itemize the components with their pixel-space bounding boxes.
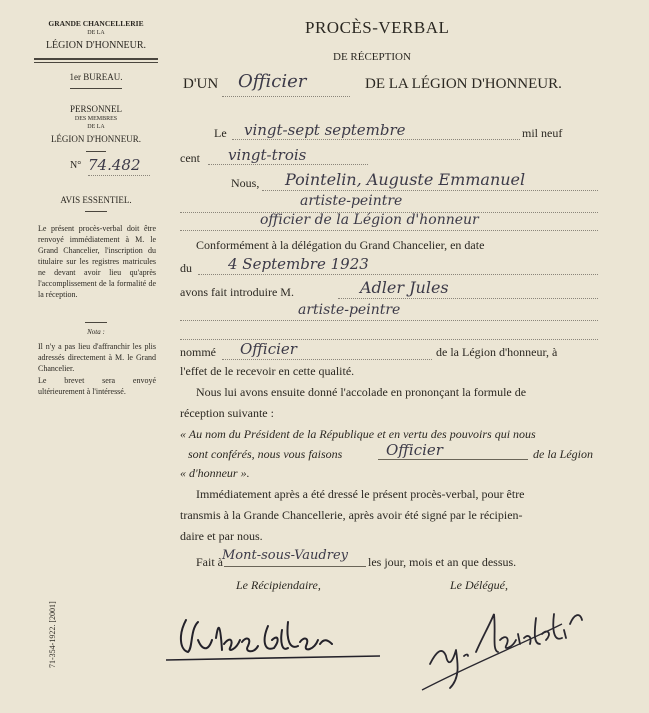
printer-code: 71-354-1922. [2001] xyxy=(48,601,57,668)
short-divider xyxy=(85,322,107,323)
formula-rank: Officier xyxy=(386,441,443,459)
document-title: PROCÈS-VERBAL xyxy=(305,18,450,37)
label-mil-neuf: mil neuf xyxy=(522,126,563,140)
avis-text: Le présent procès-verbal doit être renvoyé immédiatement à M. le Grand Chancelier, l'inscription du titulaire sur les registres matricules ne devant avoir lieu qu'après l'accomplissement de la formalité de la réception. xyxy=(38,224,156,299)
dotline xyxy=(338,298,598,299)
label-le: Le xyxy=(214,126,227,140)
delegate-name: Pointelin, Auguste Emmanuel xyxy=(285,170,526,189)
avis-title: AVIS ESSENTIEL. xyxy=(60,195,132,205)
dotline xyxy=(180,320,598,321)
personnel-line3: DE LA xyxy=(87,124,105,130)
delegation-date: 4 Septembre 1923 xyxy=(228,255,369,273)
de-la-legion-text: de la Légion d'honneur, à xyxy=(436,345,558,359)
dotline xyxy=(222,359,432,360)
dotline xyxy=(180,230,598,231)
avons-fait-text: avons fait introduire M. xyxy=(180,285,294,299)
org-line2: DE LA xyxy=(87,30,105,36)
org-line1: GRANDE CHANCELLERIE xyxy=(48,19,144,28)
personnel-line2: DES MEMBRES xyxy=(74,116,118,122)
header-prefix: D'UN xyxy=(183,76,219,92)
effet-text: l'effet de le recevoir en cette qualité. xyxy=(180,364,355,378)
immediat-line3: daire et par nous. xyxy=(180,529,263,543)
fait-suffix: les jour, mois et an que dessus. xyxy=(368,555,517,569)
delegate-signature xyxy=(412,594,602,694)
nomme-rank: Officier xyxy=(240,340,297,358)
dotline xyxy=(208,164,368,165)
dotline xyxy=(198,274,598,275)
formula-line1: « Au nom du Président de la République et en vertu des pouvoirs qui nous xyxy=(180,427,536,441)
delegate-profession: artiste-peintre xyxy=(300,193,403,209)
document-subtitle: DE RÉCEPTION xyxy=(333,51,411,63)
formula-line2a: sont conférés, nous vous faisons xyxy=(188,447,343,461)
recipient-name: Adler Jules xyxy=(360,278,449,297)
formula-line2b: de la Légion xyxy=(533,447,593,461)
recipient-profession: artiste-peintre xyxy=(298,302,401,318)
nota-text1: Il n'y a pas lieu d'affranchir les plis adressés directement à M. le Grand Chancelier. xyxy=(38,342,156,373)
formula-underline xyxy=(378,459,528,460)
immediat-line1: Immédiatement après a été dressé le présent procès-verbal, pour être xyxy=(196,487,525,501)
delegue-label: Le Délégué, xyxy=(450,578,508,592)
delegate-title: officier de la Légion d'honneur xyxy=(260,212,479,228)
short-divider xyxy=(70,88,122,89)
immediat-line2: transmis à la Grande Chancellerie, après avoir été signé par le récipien- xyxy=(180,508,523,522)
header-rank: Officier xyxy=(238,71,307,92)
label-du: du xyxy=(180,261,192,275)
place-handwritten: Mont-sous-Vaudrey xyxy=(222,548,349,563)
dotline xyxy=(262,190,598,191)
sidebar-divider xyxy=(34,62,158,63)
number-prefix: N° xyxy=(70,160,82,171)
nota-text2: Le brevet sera envoyé ultérieurement à l'intéressé. xyxy=(38,376,156,396)
header-suffix: DE LA LÉGION D'HONNEUR. xyxy=(365,76,562,92)
accolade-line1: Nous lui avons ensuite donné l'accolade en prononçant la formule de xyxy=(196,385,527,399)
fait-a-label: Fait à xyxy=(196,555,223,569)
org-line3: LÉGION D'HONNEUR. xyxy=(45,40,147,51)
date-handwritten: vingt-sept septembre xyxy=(244,121,406,139)
personnel-line4: LÉGION D'HONNEUR. xyxy=(50,134,142,144)
dotline xyxy=(232,139,520,140)
accolade-line2: réception suivante : xyxy=(180,406,274,420)
personnel-line1: PERSONNEL xyxy=(69,104,122,114)
short-divider xyxy=(85,211,107,212)
recipient-signature xyxy=(158,600,388,670)
label-nous: Nous, xyxy=(231,176,260,190)
label-cent: cent xyxy=(180,151,200,165)
conformement-text: Conformément à la délégation du Grand Chancelier, en date xyxy=(196,238,485,252)
short-divider xyxy=(86,151,106,152)
bureau-label: 1er BUREAU. xyxy=(69,72,123,82)
number-dotline xyxy=(88,175,150,176)
place-underline xyxy=(224,566,366,567)
sidebar-divider xyxy=(34,58,158,60)
formula-line3: « d'honneur ». xyxy=(180,466,250,480)
header-dotline xyxy=(222,96,350,97)
registry-number: 74.482 xyxy=(88,156,141,174)
recipiendaire-label: Le Récipiendaire, xyxy=(236,578,321,592)
nota-title: Nota : xyxy=(87,328,105,336)
label-nomme: nommé xyxy=(180,345,216,359)
year-handwritten: vingt-trois xyxy=(228,146,307,164)
